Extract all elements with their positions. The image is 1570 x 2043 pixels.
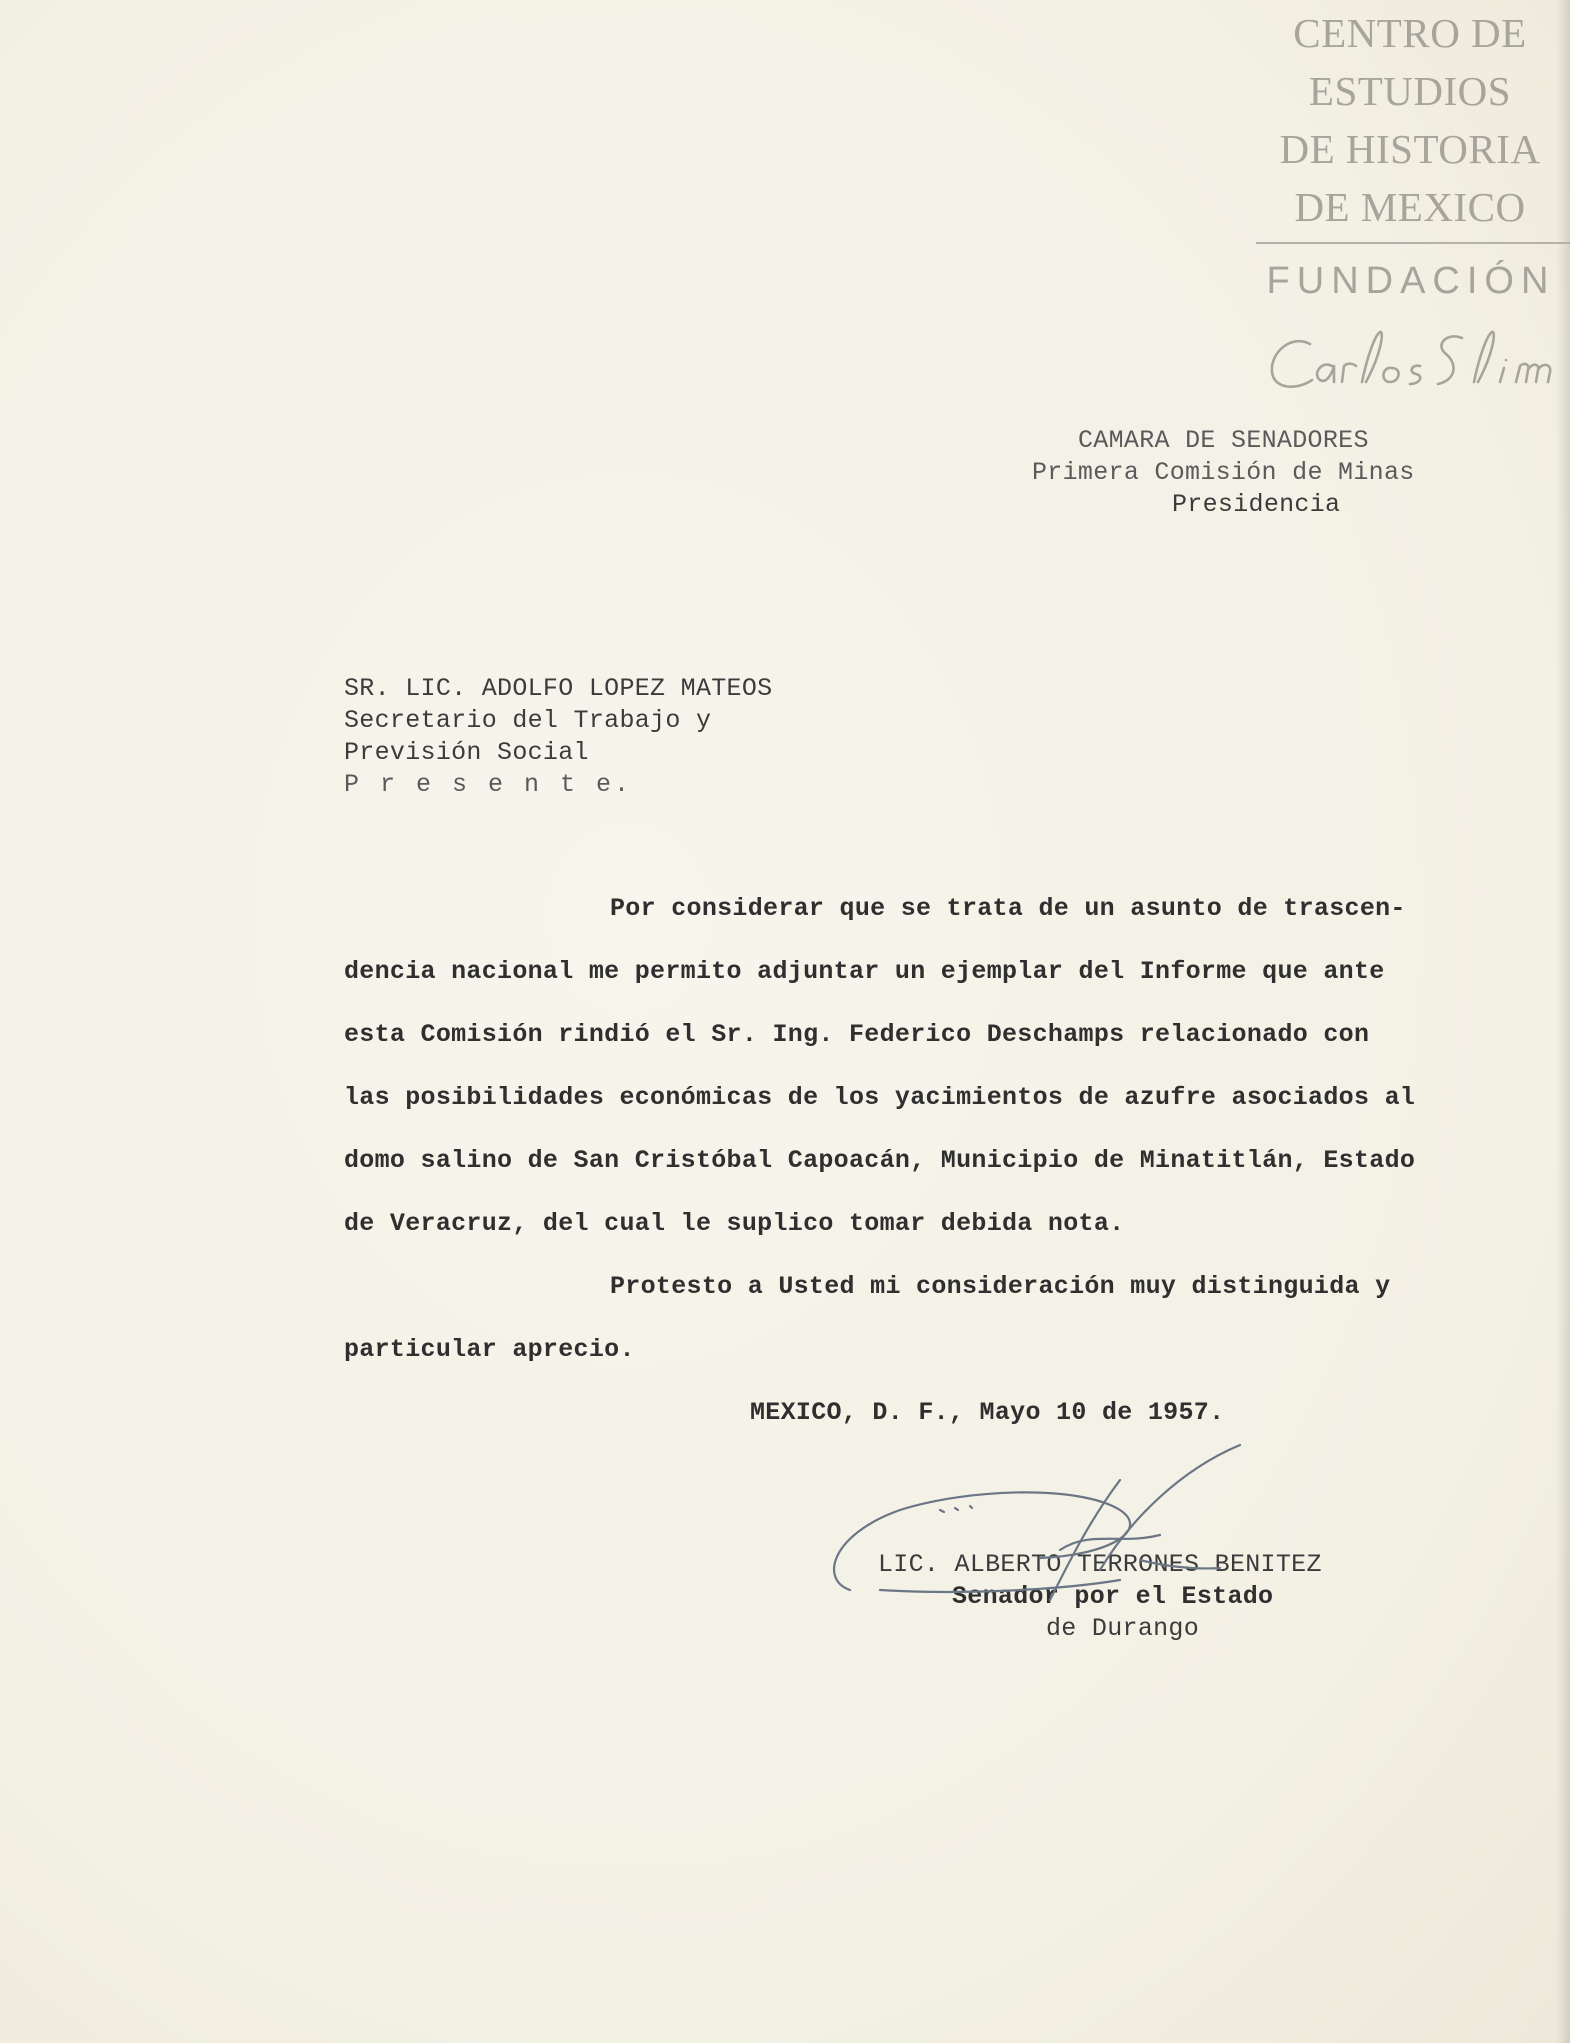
stamp-divider (1256, 242, 1570, 244)
closing-line-1: Protesto a Usted mi consideración muy distinguida y (610, 1272, 1391, 1301)
closing-line-2: particular aprecio. (344, 1335, 635, 1364)
recipient-title: Secretario del Trabajo y (344, 706, 712, 735)
archive-stamp (1250, 4, 1570, 302)
handwritten-signature (820, 1440, 1260, 1610)
signatory-state: de Durango (1046, 1614, 1200, 1643)
recipient-presente: P r e s e n t e. (344, 770, 633, 799)
body-line-5: domo salino de San Cristóbal Capoacán, Municipio de Minatitlán, Estado (344, 1146, 1416, 1175)
stamp-line-2: ESTUDIOS (1308, 68, 1512, 114)
header-comision: Primera Comisión de Minas (1032, 458, 1415, 487)
recipient-title-2: Previsión Social (344, 738, 589, 767)
page-edge-shadow (1556, 0, 1570, 2043)
body-line-4: las posibilidades económicas de los yacimientos de azufre asociados al (344, 1083, 1416, 1112)
stamp-fundacion: FUNDACIÓN (1266, 260, 1556, 302)
signatory-title: Senador por el Estado (952, 1582, 1274, 1611)
stamp-line-4: DE MEXICO (1294, 184, 1526, 230)
body-line-3: esta Comisión rindió el Sr. Ing. Federico Deschamps relacionado con (344, 1020, 1370, 1049)
stamp-line-3: DE HISTORIA (1279, 126, 1541, 172)
body-line-1: Por considerar que se trata de un asunto de trascen- (610, 894, 1406, 923)
stamp-line-1: CENTRO DE (1293, 10, 1527, 56)
letter-date: MEXICO, D. F., Mayo 10 de 1957. (750, 1398, 1225, 1427)
carlos-slim-script-logo (1262, 322, 1570, 402)
body-line-6: de Veracruz, del cual le suplico tomar debida nota. (344, 1209, 1125, 1238)
signatory-name: LIC. ALBERTO TERRONES BENITEZ (878, 1550, 1322, 1579)
body-line-2: dencia nacional me permito adjuntar un ejemplar del Informe que ante (344, 957, 1385, 986)
recipient-name: SR. LIC. ADOLFO LOPEZ MATEOS (344, 674, 773, 703)
header-camara: CAMARA DE SENADORES (1078, 426, 1369, 455)
header-presidencia: Presidencia (1172, 490, 1341, 519)
